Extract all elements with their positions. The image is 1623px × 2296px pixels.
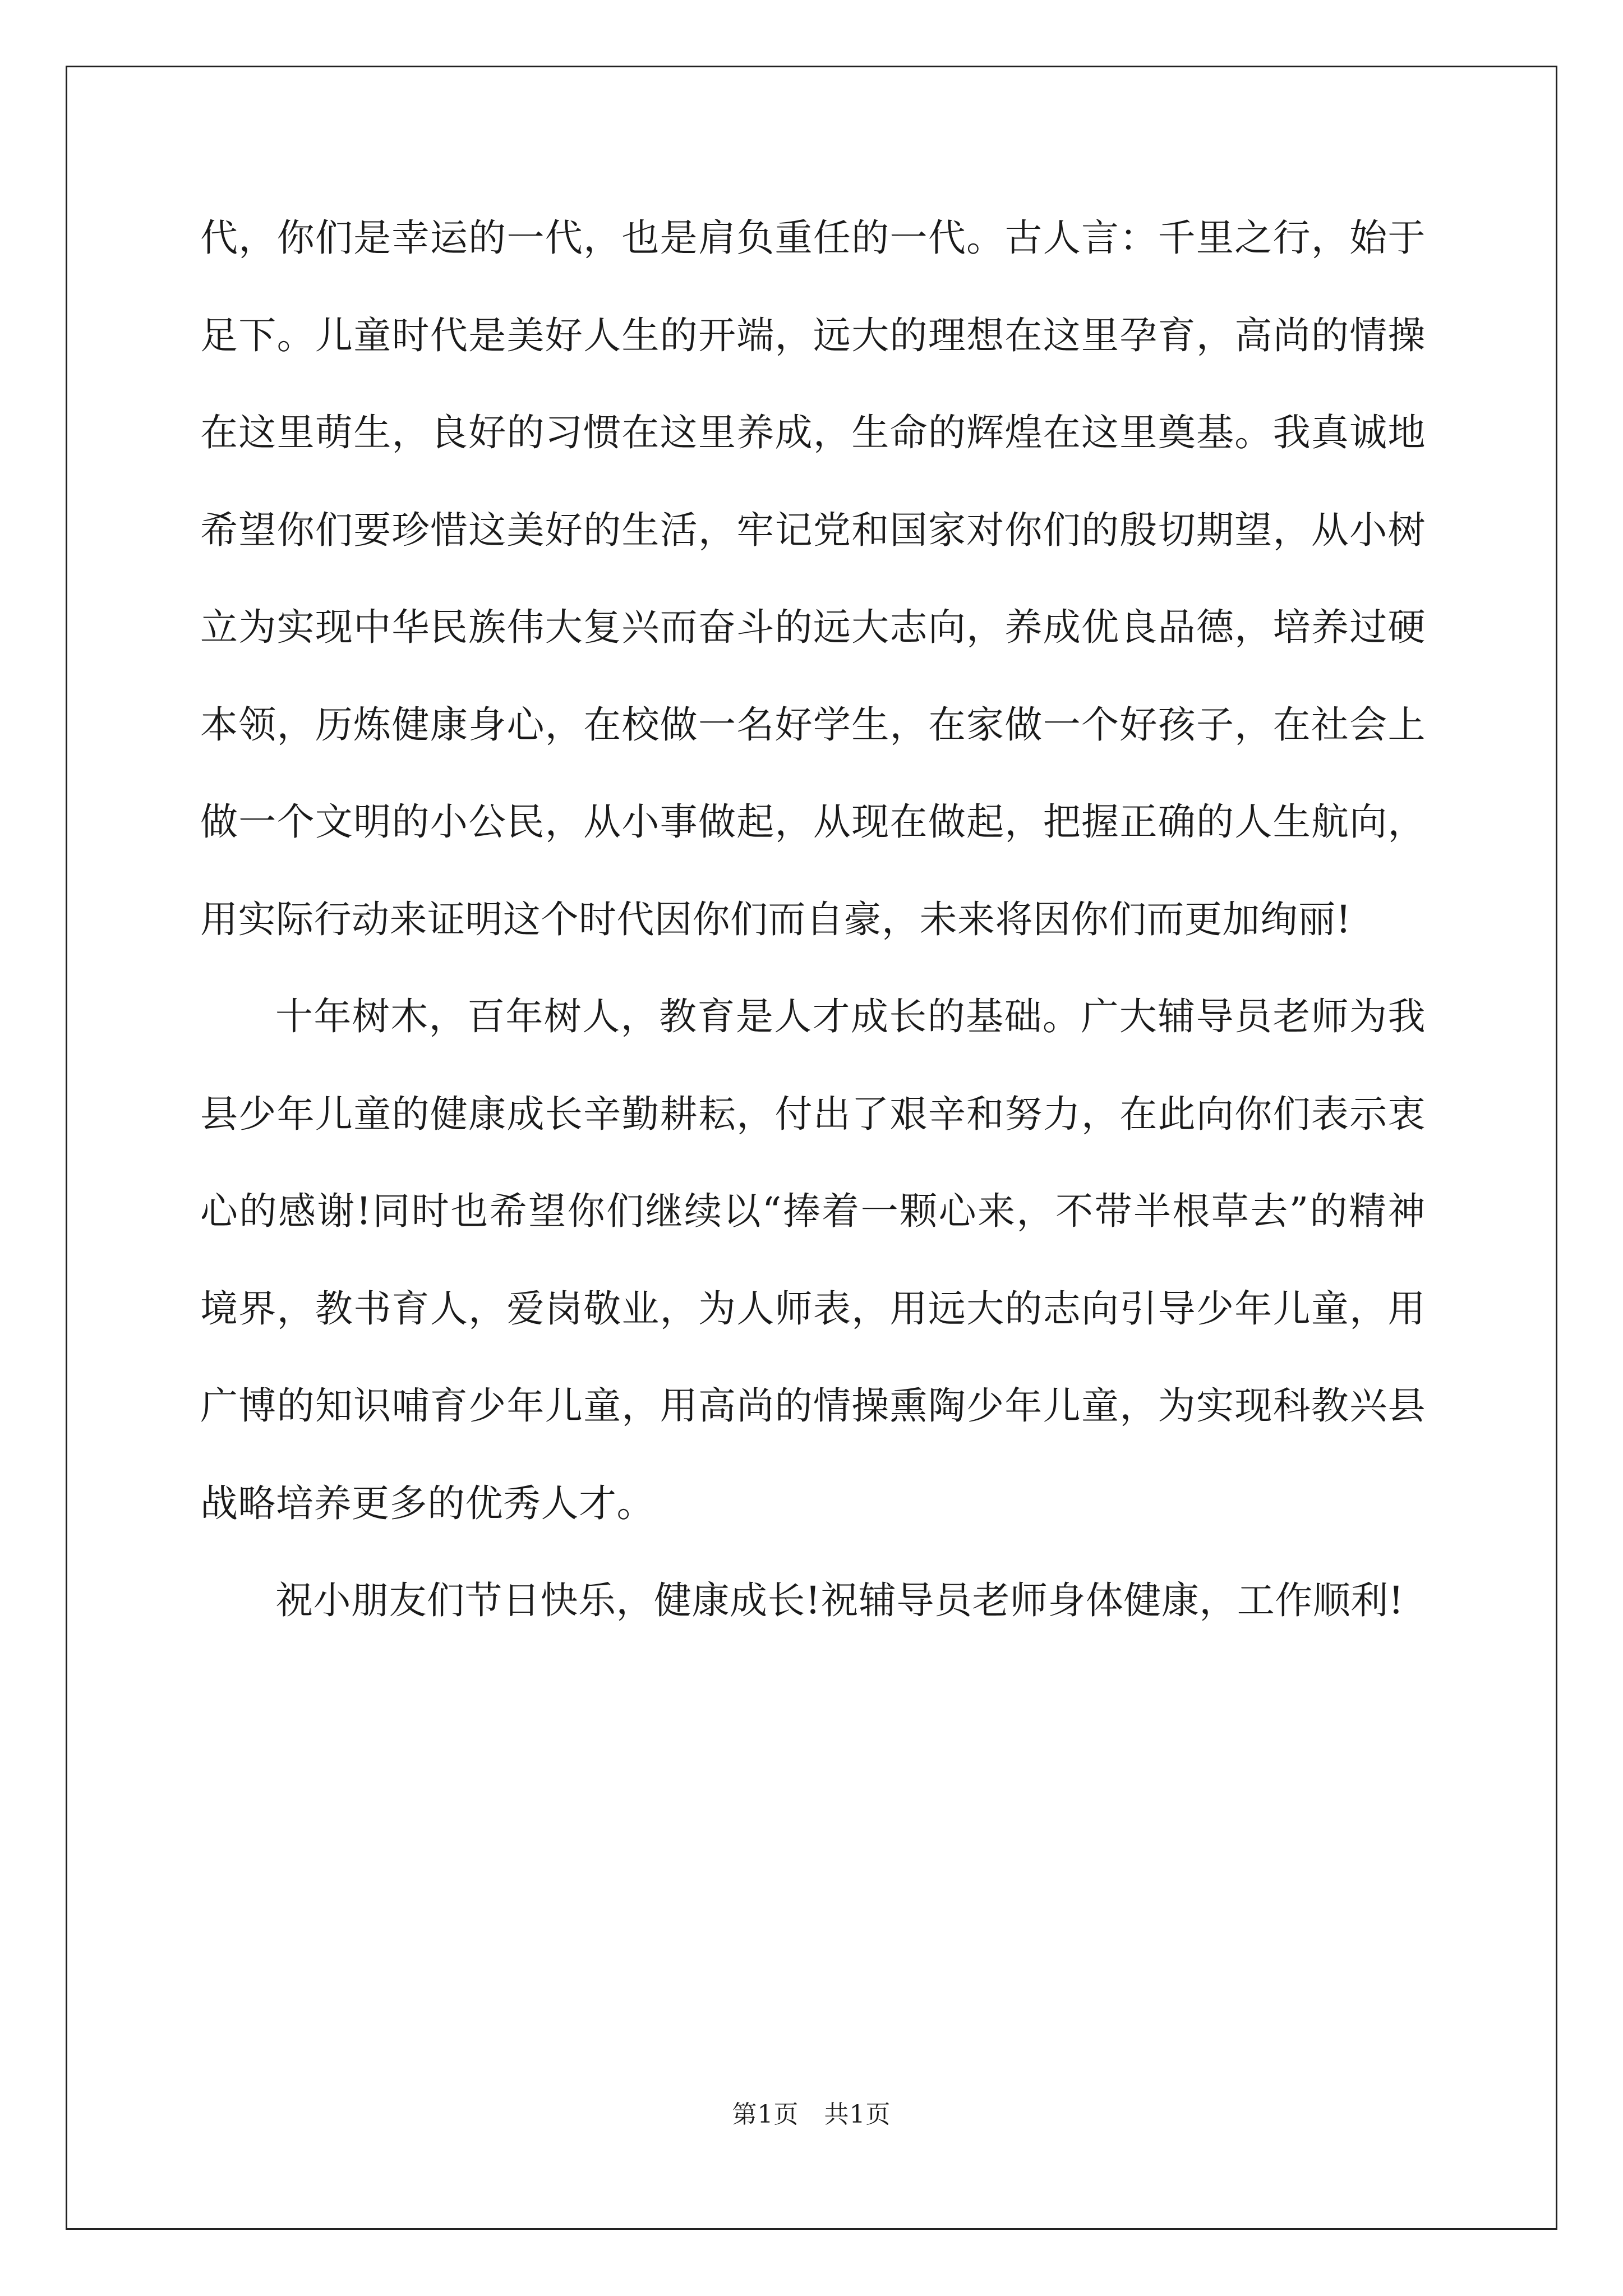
page-number-footer: 第1页 共1页: [732, 2100, 891, 2129]
paragraph-1: 代，你们是幸运的一代，也是肩负重任的一代。古人言：千里之行，始于足下。儿童时代是美好人生的开端，远大的理想在这里孕育，高尚的情操在这里萌生，良好的习惯在这里养成，生命的辉煌在这里奠基。我真诚地希望你们要珍惜这美好的生活，牢记党和国家对你们的殷切期望，从小树立为实现中华民族伟大复兴而奋斗的远大志向，养成优良品德，培养过硬本领，历炼健康身心，在校做一名好学生，在家做一个好孩子，在社会上做一个文明的小公民，从小事做起，从现在做起，把握正确的人生航向，用实际行动来证明这个时代因你们而自豪，未来将因你们而更加绚丽!: [200, 216, 1426, 941]
document-body: [200, 190, 1426, 1650]
paragraph-3: 祝小朋友们节日快乐，健康成长!祝辅导员老师身体健康，工作顺利!: [275, 1579, 1404, 1622]
paragraph-2: 十年树木，百年树人，教育是人才成长的基础。广大辅导员老师为我县少年儿童的健康成长辛勤耕耘，付出了艰辛和努力，在此向你们表示衷心的感谢!同时也希望你们继续以“捧着一颗心来，不带半根草去”的精神境界，教书育人，爱岗敬业，为人师表，用远大的志向引导少年儿童，用广博的知识哺育少年儿童，用高尚的情操熏陶少年儿童，为实现科教兴县战略培养更多的优秀人才。: [200, 995, 1426, 1525]
